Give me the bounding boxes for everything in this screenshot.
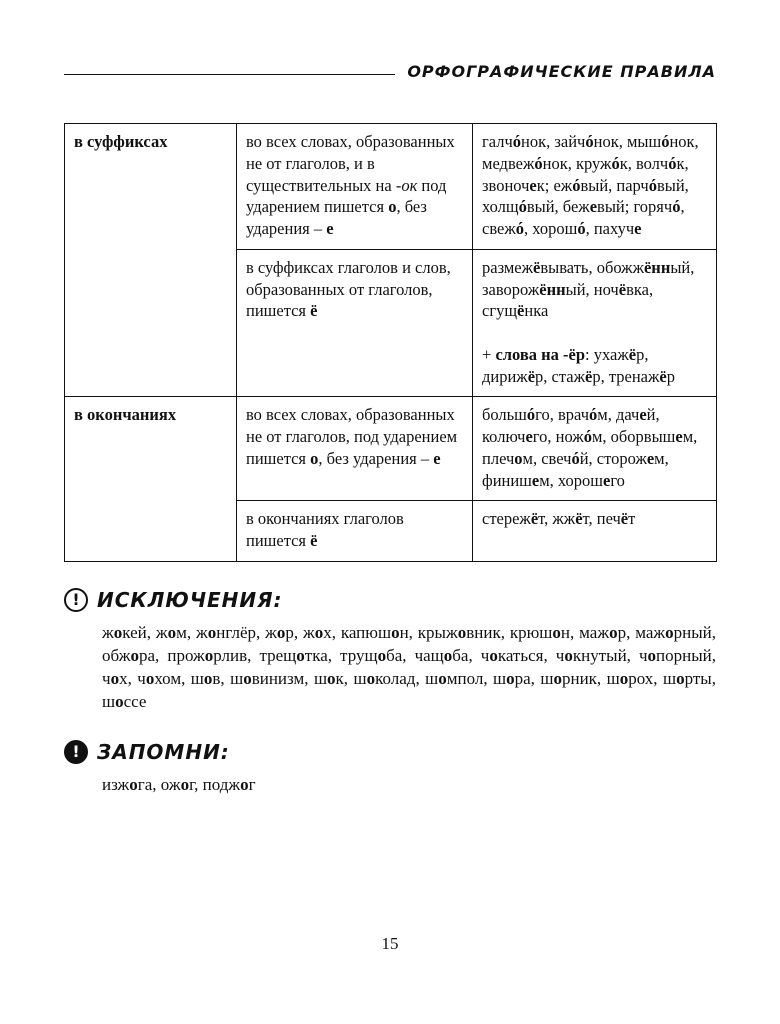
examples-cell-ending-verb: стережёт, жжёт, печёт (473, 501, 717, 562)
exclamation-filled-circle-icon (64, 740, 88, 764)
examples-cell-suffix-nonverb: галчóнок, зайчóнок, мышóнок, медвежóнок, кружóк, волчóк, звоночек; ежóвый, парчóвый, холщóвый, бежевый; горячó, свежó, хорошó, пахуче (473, 124, 717, 250)
category-cell-suffixes: в суффиксах (65, 124, 237, 397)
exceptions-title: ИСКЛЮЧЕНИЯ: (97, 588, 283, 613)
rules-table (64, 123, 717, 562)
rule-cell-suffix-verb: в суффиксах глаголов и слов, образованных от глаголов, пишется ё (237, 249, 473, 397)
exceptions-word-list: жокей, жом, жонглёр, жор, жох, капюшон, крыжовник, крюшон, мажор, мажорный, обжора, прожорлив, трещотка, трущоба, чащоба, чокаться, чокнутый, чопорный, чох, чохом, шов, шовинизм, шок, шоколад, шомпол, шора, шорник, шорох, шорты, шоссе (102, 623, 717, 711)
remember-title: ЗАПОМНИ: (97, 739, 230, 764)
exceptions-section-header (64, 588, 716, 612)
remember-word-list: изжога, ожог, поджог (102, 774, 256, 794)
table-row (65, 124, 717, 250)
exclamation-glyph: ! (72, 590, 80, 610)
page-header (64, 62, 716, 81)
examples-cell-ending-nonverb: большóго, врачóм, дачей, колючего, ножóм, оборвышем, плечом, свечóй, сторожем, финишем, хорошего (473, 397, 717, 501)
exclamation-outline-circle-icon (64, 588, 88, 612)
page-header-title: ОРФОГРАФИЧЕСКИЕ ПРАВИЛА (407, 62, 716, 81)
table-row (65, 397, 717, 501)
examples-cell-suffix-verb: размежёвывать, обожжённый, заворожённый, ночёвка, сгущёнка + слова на -ёр: ухажёр, дирижёр, стажёр, тренажёр (473, 249, 717, 397)
exclamation-glyph: ! (72, 741, 80, 761)
header-rule-line (64, 74, 395, 75)
rule-cell-ending-verb: в окончаниях глаголов пишется ё (237, 501, 473, 562)
category-cell-endings: в окончаниях (65, 397, 237, 562)
page-number: 15 (381, 934, 399, 953)
rule-cell-suffix-nonverb: во всех словах, образованных не от глаголов, и в существительных на -ок под ударением пишется о, без ударения – е (237, 124, 473, 250)
rule-cell-ending-nonverb: во всех словах, образованных не от глаголов, под ударением пишется о, без ударения – е (237, 397, 473, 501)
remember-section-header (64, 740, 716, 764)
